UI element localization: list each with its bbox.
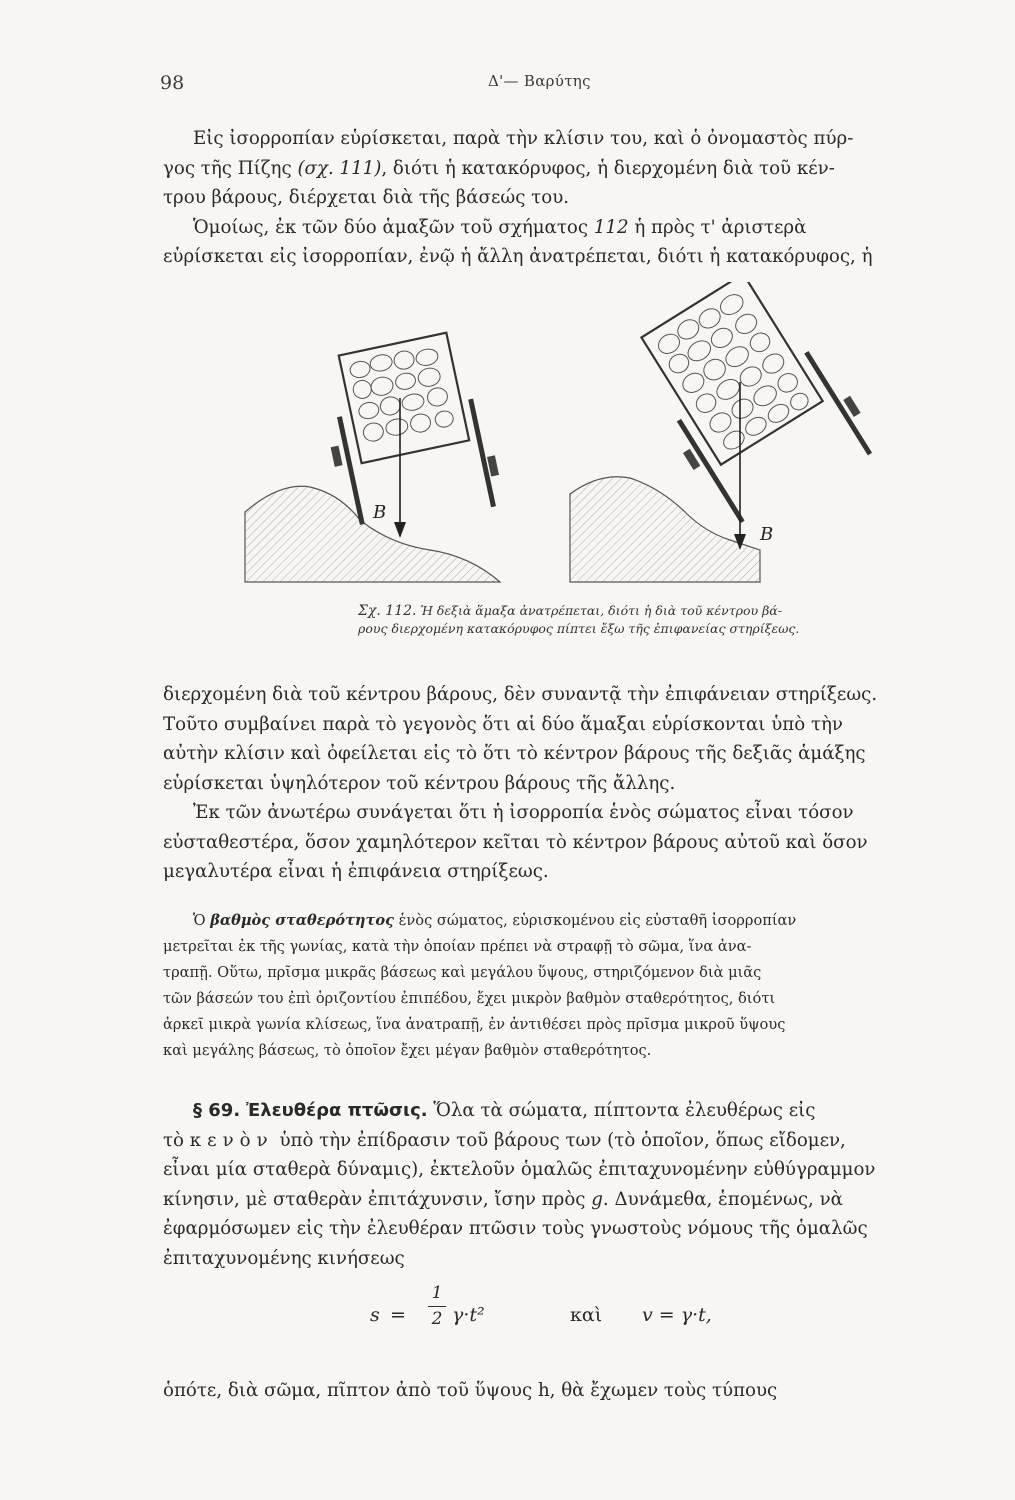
caption-label: Σχ. 112. — [358, 603, 417, 619]
s-line-5: ἐφαρμόσωμεν εἰς τὴν ἐλευθέραν πτῶσιν τοὺς γνωστοὺς νόμους τῆς ὁμαλῶς — [163, 1218, 868, 1239]
note-line-4: τῶν βάσεών του ἐπὶ ὁριζοντίου ἐπιπέδου, ἔχει μικρὸν βαθμὸν σταθερότητος, διότι — [163, 990, 776, 1007]
p2-line-5: Ἐκ τῶν ἀνωτέρω συνάγεται ὅτι ἡ ἰσορροπία ἑνὸς σώματος εἶναι τόσον — [193, 802, 854, 823]
symbol-g: g — [591, 1188, 603, 1210]
ground-right — [570, 477, 760, 582]
s-line-2b: ὑπὸ τὴν ἐπίδρασιν τοῦ βάρους των (τὸ ὁποῖον, ὅπως εἴδομεν, — [273, 1129, 846, 1151]
p1-line-1: Εἰς ἰσορροπίαν εὑρίσκεται, παρὰ τὴν κλίσιν του, καὶ ὁ ὀνομαστὸς πύρ- — [193, 128, 854, 149]
p1-line-4a: Ὁμοίως, ἐκ τῶν δύο ἁμαξῶν τοῦ σχήματος — [193, 216, 594, 238]
closing-line: ὁπότε, διὰ σῶμα, πῖπτον ἀπὸ τοῦ ὕψους h, θὰ ἔχωμεν τοὺς τύπους — [163, 1380, 778, 1401]
formula-fraction — [428, 1280, 446, 1331]
s-line-4a: κίνησιν, μὲ σταθερὰν ἐπιτάχυνσιν, ἴσην πρὸς — [163, 1188, 592, 1210]
p1-line-5: εὑρίσκεται εἰς ἰσορροπίαν, ἐνῷ ἡ ἄλλη ἀνατρέπεται, διότι ἡ κατακόρυφος, ἡ — [163, 246, 873, 267]
note-line-1: ἑνὸς σώματος, εὑρισκομένου εἰς εὐσταθῆ ἰσορροπίαν — [393, 912, 797, 929]
figure-ref-111: (σχ. 111) — [297, 157, 382, 179]
p2-line-2: Τοῦτο συμβαίνει παρὰ τὸ γεγονὸς ὅτι αἱ δύο ἅμαξαι εὑρίσκονται ὑπὸ τὴν — [163, 713, 843, 735]
p1-line-2a: γος τῆς Πίζης — [163, 157, 298, 179]
s-line-1: Ὅλα τὰ σώματα, πίπτοντα ἐλευθέρως εἰς — [427, 1100, 816, 1121]
figure-112 — [240, 282, 880, 592]
note-intro: Ὁ — [193, 912, 211, 929]
p1-line-2b: , διότι ἡ κατακόρυφος, ἡ διερχομένη διὰ τοῦ κέν- — [381, 157, 835, 179]
paragraph-2 — [163, 680, 950, 887]
p2-line-7: μεγαλυτέρα εἶναι ἡ ἐπιφάνεια στηρίξεως. — [163, 861, 549, 882]
page-number: 98 — [160, 72, 185, 94]
s-line-6: ἐπιταχυνομένης κινήσεως — [163, 1247, 405, 1269]
term-kenon: κενὸν — [189, 1129, 274, 1151]
note-term: βαθμὸς σταθερότητος — [210, 912, 394, 929]
p2-line-6: εὐσταθεστέρα, ὅσον χαμηλότερον κεῖται τὸ κέντρον βάρους αὐτοῦ καὶ ὅσον — [163, 831, 868, 853]
fraction-denominator: 2 — [431, 1309, 443, 1329]
ground-left — [245, 486, 500, 582]
formula-equals: = — [390, 1304, 406, 1326]
paragraph-1 — [163, 124, 950, 272]
p2-line-4: εὑρίσκεται ὑψηλότερον τοῦ κέντρου βάρους τῆς ἄλλης. — [163, 772, 676, 794]
caption-text-2: ρους διερχομένη κατακόρυφος πίπτει ἔξω τῆς ἐπιφανείας στηρίξεως. — [358, 621, 800, 636]
free-fall-formula — [370, 1280, 790, 1360]
s-line-2a: τὸ — [163, 1129, 190, 1151]
note-line-5: ἀρκεῖ μικρὰ γωνία κλίσεως, ἵνα ἀνατραπῇ, ἐν ἀντιθέσει πρὸς πρῖσμα μικροῦ ὕψους — [163, 1016, 786, 1033]
fraction-numerator: 1 — [431, 1283, 443, 1303]
section-title: Ἐλευθέρα πτῶσις. — [245, 1100, 428, 1121]
note-line-6: καὶ μεγάλης βάσεως, τὸ ὁποῖον ἔχει μέγαν βαθμὸν σταθερότητος. — [163, 1042, 652, 1059]
label-b-right: B — [760, 524, 774, 545]
caption-text-1: Ἡ δεξιὰ ἅμαξα ἀνατρέπεται, διότι ἡ διὰ τοῦ κέντρου βά- — [420, 603, 782, 618]
figure-ref-112: 112 — [593, 216, 629, 238]
small-print-note — [163, 908, 953, 1064]
running-title: Δ'— Βαρύτης — [488, 72, 591, 90]
section-number: § 69. — [193, 1100, 241, 1121]
formula-and: καὶ — [570, 1304, 603, 1326]
p2-line-3: αὐτὴν κλίσιν καὶ ὀφείλεται εἰς τὸ ὅτι τὸ κέντρον βάρους τῆς δεξιᾶς ἁμάξης — [163, 743, 866, 764]
note-line-2: μετρεῖται ἐκ τῆς γωνίας, κατὰ τὴν ὁποίαν πρέπει νὰ στραφῇ τὸ σῶμα, ἵνα ἀνα- — [163, 938, 752, 955]
s-line-3: εἶναι μία σταθερὰ δύναμις), ἐκτελοῦν ὁμαλῶς ἐπιταχυνομένην εὐθύγραμμον — [163, 1159, 876, 1180]
formula-velocity: v = γ·t, — [642, 1304, 712, 1326]
figure-caption — [358, 602, 878, 638]
s-line-4b: . Δυνάμεθα, ἑπομένως, νὰ — [602, 1188, 843, 1210]
section-69 — [163, 1096, 950, 1273]
formula-rhs: γ·t² — [452, 1304, 485, 1326]
label-b-left: B — [373, 502, 387, 523]
p2-line-1: διερχομένη διὰ τοῦ κέντρου βάρους, δὲν συναντᾷ τὴν ἐπιφάνειαν στηρίξεως. — [163, 684, 878, 705]
formula-s: s — [370, 1304, 380, 1326]
note-line-3: τραπῇ. Οὕτω, πρῖσμα μικρᾶς βάσεως καὶ μεγάλου ὕψους, στηριζόμενον διὰ μιᾶς — [163, 964, 762, 981]
p1-line-3: τρου βάρους, διέρχεται διὰ τῆς βάσεώς του. — [163, 187, 570, 208]
p1-line-4b: ἡ πρὸς τ' ἀριστερὰ — [628, 216, 807, 238]
